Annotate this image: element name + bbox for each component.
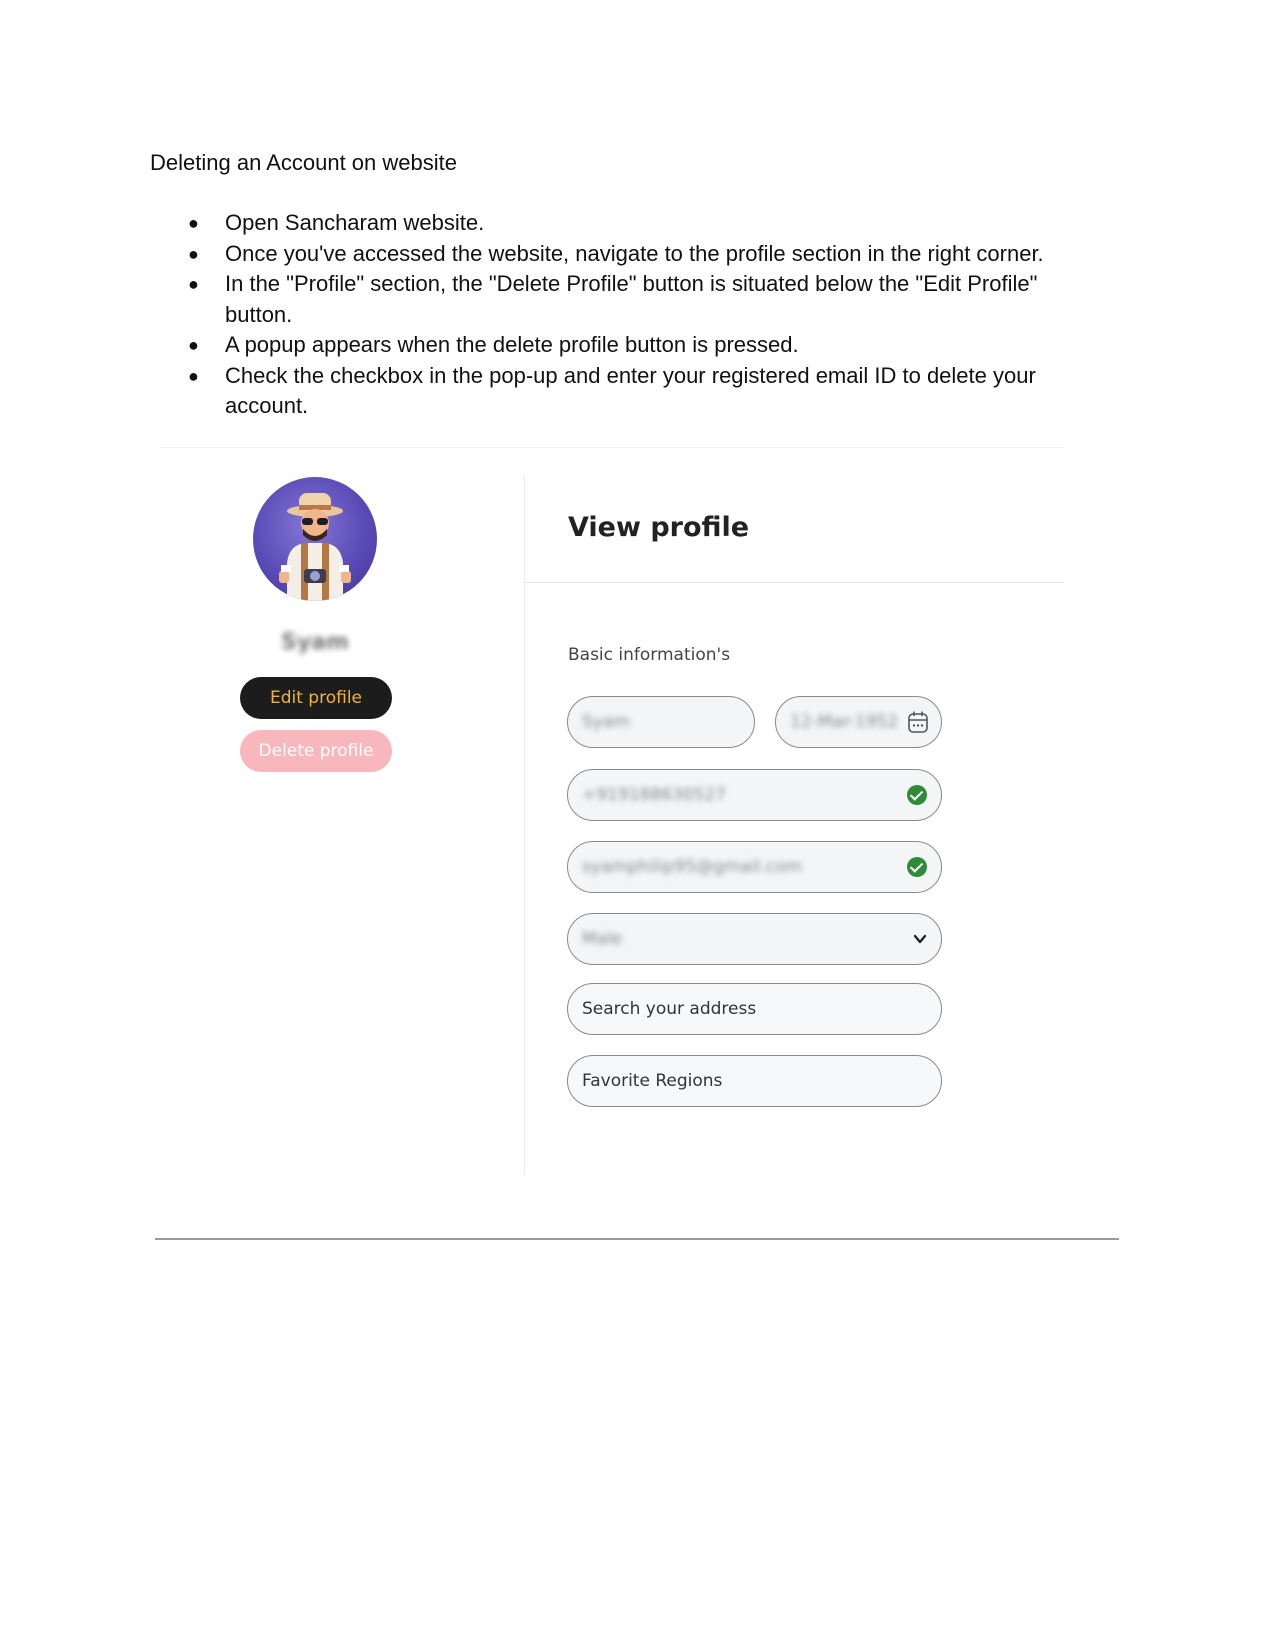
step-text: Check the checkbox in the pop-up and enter your registered email ID to delete your account.: [225, 362, 1036, 418]
step-text: In the "Profile" section, the "Delete Profile" button is situated below the "Edit Profile" button.: [225, 271, 1038, 327]
list-item: [150, 269, 1100, 330]
document-heading: Deleting an Account on website: [150, 150, 457, 175]
step-text: Once you've accessed the website, navigate to the profile section in the right corner.: [225, 240, 1044, 266]
calendar-icon[interactable]: [907, 710, 929, 739]
section-label: Basic information's: [568, 645, 731, 665]
bullet-icon: ●: [188, 274, 199, 294]
check-circle-icon: [907, 857, 927, 877]
bullet-icon: ●: [188, 365, 199, 386]
step-text: Open Sancharam website.: [225, 210, 485, 235]
gender-select[interactable]: [567, 913, 942, 965]
address-search-input[interactable]: [567, 983, 942, 1035]
email-field[interactable]: [567, 841, 942, 893]
dob-value: 12-Mar-1952: [790, 712, 899, 732]
bullet-icon: ●: [188, 335, 199, 355]
horizontal-rule: [155, 1238, 1119, 1240]
address-placeholder: Search your address: [582, 999, 757, 1019]
gender-value: Male: [582, 929, 623, 949]
list-item: [150, 361, 1100, 422]
check-circle-icon: [907, 785, 927, 805]
bullet-icon: ●: [188, 243, 199, 264]
header-divider: [524, 582, 1064, 583]
favorite-regions-input[interactable]: [567, 1055, 942, 1107]
list-item: [150, 239, 1100, 270]
bullet-icon: ●: [188, 213, 199, 233]
page-title: View profile: [568, 512, 750, 543]
delete-profile-button[interactable]: Delete profile: [240, 730, 392, 772]
chevron-down-icon[interactable]: [913, 931, 927, 951]
name-value: Syam: [582, 712, 630, 732]
traveler-avatar-icon: [253, 477, 377, 601]
list-item: [150, 330, 1100, 361]
instruction-list: [150, 208, 1100, 422]
regions-placeholder: Favorite Regions: [582, 1071, 723, 1091]
email-value: syamphilip95@gmail.com: [582, 857, 802, 877]
step-text: A popup appears when the delete profile button is pressed.: [225, 332, 799, 357]
profile-username: Syam: [281, 630, 349, 655]
phone-field[interactable]: [567, 769, 942, 821]
avatar[interactable]: [253, 477, 377, 601]
panel-divider: [524, 475, 525, 1175]
edit-profile-button[interactable]: Edit profile: [240, 677, 392, 719]
name-field[interactable]: [567, 696, 755, 748]
phone-value: +919188630527: [582, 785, 727, 805]
list-item: [150, 208, 1100, 239]
date-of-birth-field[interactable]: [775, 696, 942, 748]
